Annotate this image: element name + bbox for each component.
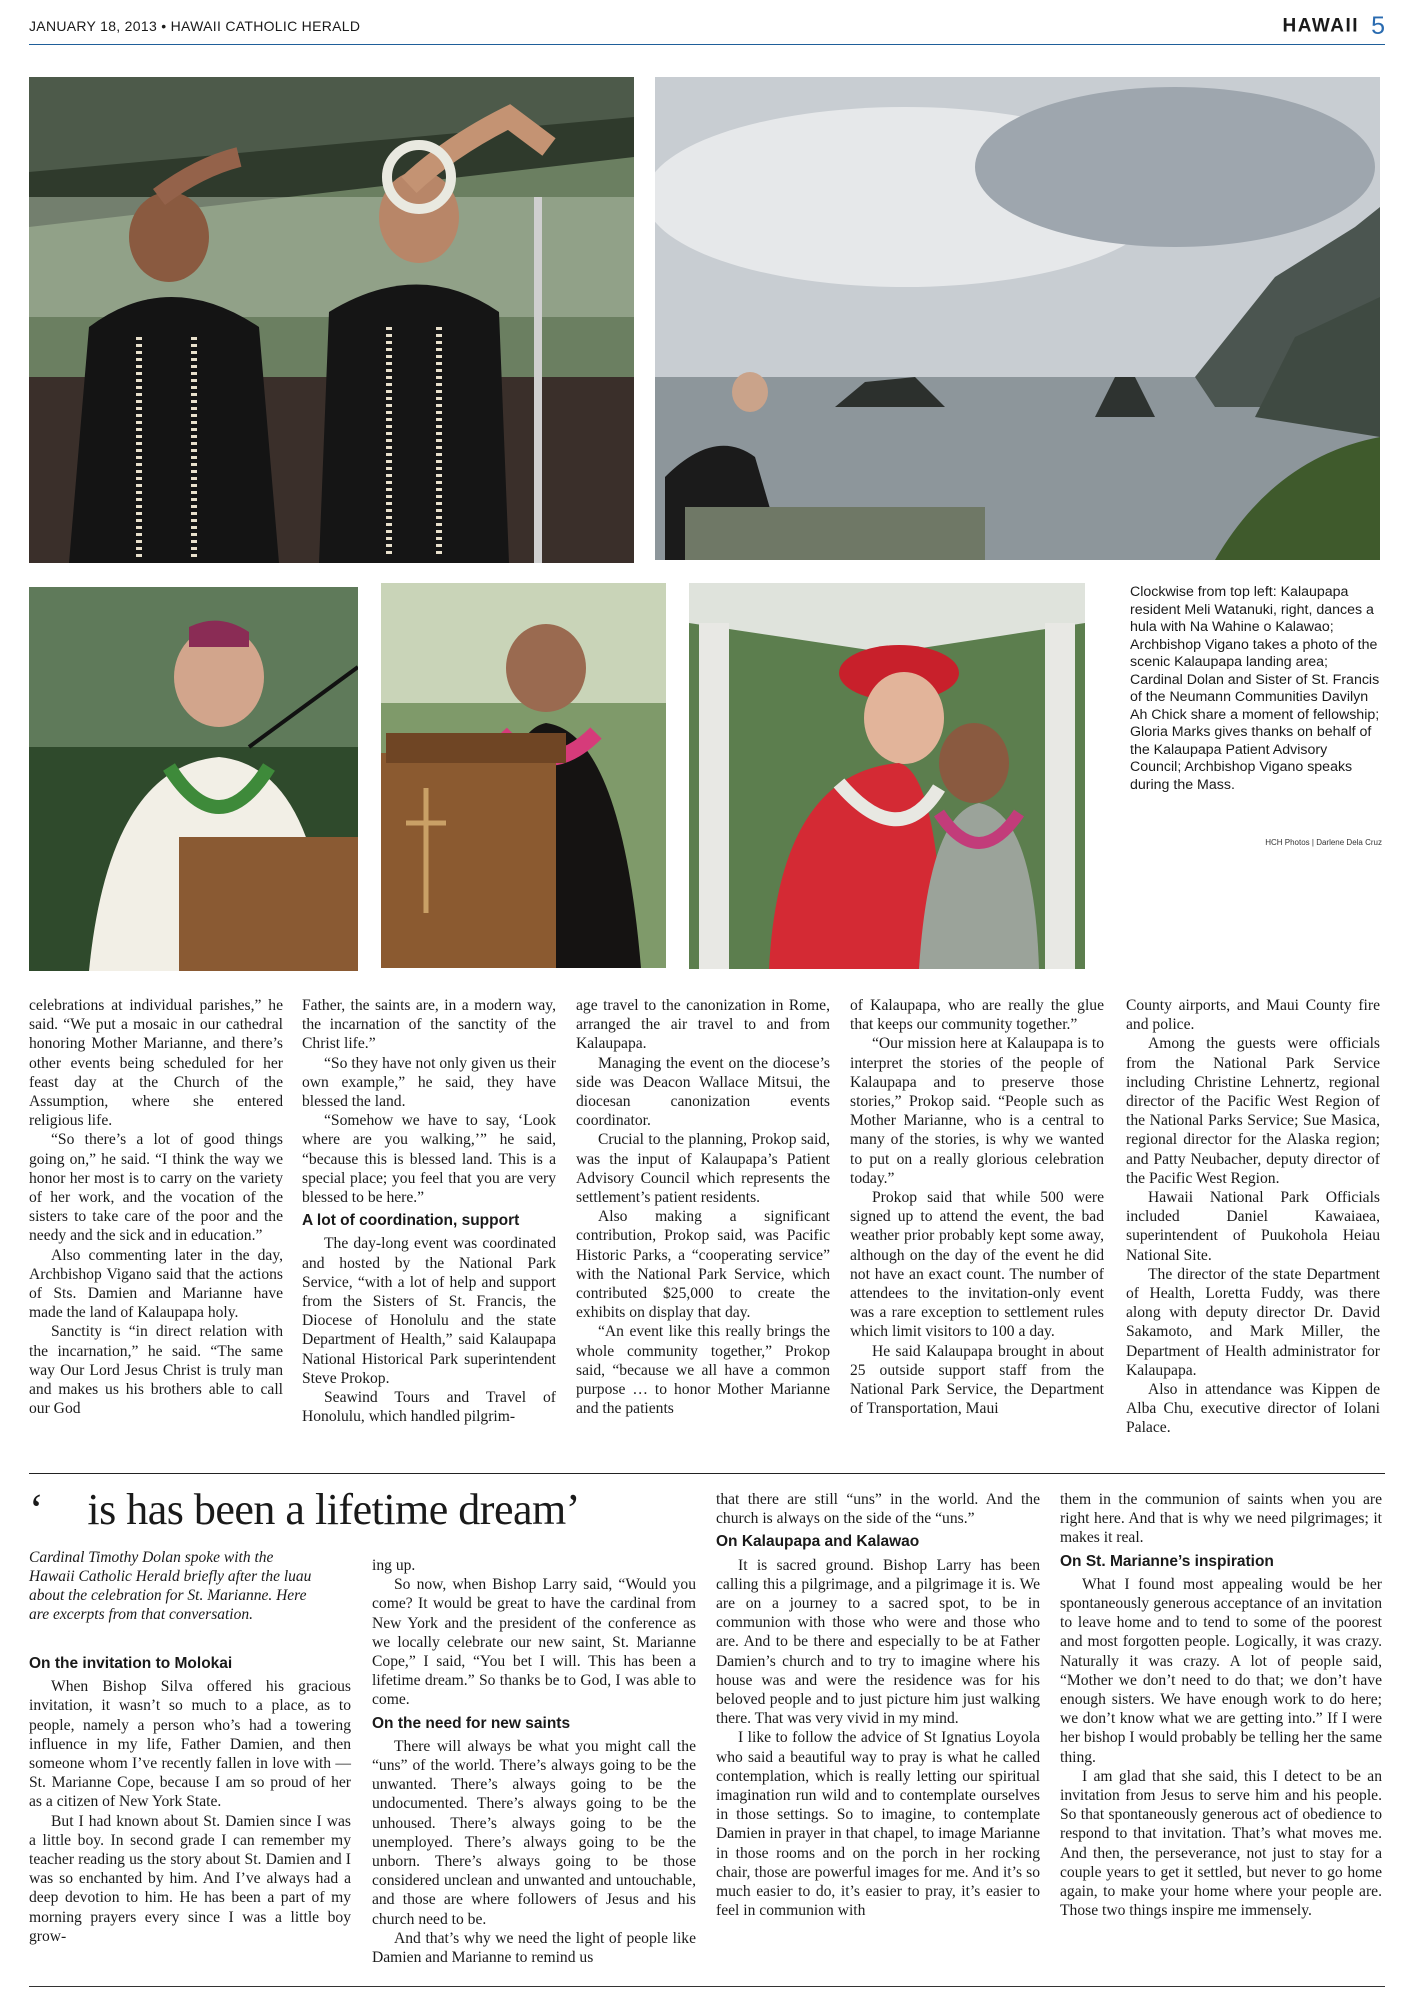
paragraph: What I found most appealing would be her spontaneously generous acceptance of an invitation to leave home and to tend to some of the poorest and most forgotten people. Logically, it was crazy. Naturally it was crazy. A lot of people said, “Mother we don’t need to do that; we don’t have enough sisters. We have enough work to do here; we don’t know what we are getting into.” If I were her bishop I would probably be telling her the same thing. (1060, 1575, 1382, 1766)
paragraph: Crucial to the planning, Prokop said, was the input of Kalaupapa’s Patient Advisory Council which represents the settlement’s patient residents. (576, 1131, 830, 1207)
story-column-4 (850, 996, 1104, 1418)
page-header (29, 14, 1385, 45)
photo-gloria-marks (381, 583, 666, 968)
paragraph: ing up. (372, 1557, 416, 1574)
paragraph: Seawind Tours and Travel of Honolulu, which handled pilgrim- (302, 1389, 556, 1426)
paragraph: Prokop said that while 500 were signed up to attend the event, the bad weather prior probably kept some away, although on the day of the event he did not have an exact count. The number of attendees to the invitation-only event was a rare exception to settlement rules which limit visitors to 100 a day. (850, 1189, 1104, 1341)
photo-credit: HCH Photos | Darlene Dela Cruz (1265, 838, 1382, 847)
section-name: HAWAII (1282, 15, 1360, 37)
paragraph: Hawaii National Park Officials included Daniel Kawaiaea, superintendent of Puukohola Heiau National Site. (1126, 1189, 1380, 1264)
section-divider (29, 1473, 1385, 1474)
issue-dateline: JANUARY 18, 2013 • HAWAII CATHOLIC HERALD (29, 18, 361, 34)
subhead-new-saints: On the need for new saints (372, 1714, 571, 1732)
paragraph: The director of the state Department of Health, Loretta Fuddy, was there along with deputy director Dr. David Sakamoto, and Mark Miller, the Department of Health administrator for Kalaupapa. (1126, 1265, 1380, 1379)
paragraph: that there are still “uns” in the world. And the church is always on the side of the “uns.” (716, 1491, 1040, 1528)
paragraph: But I had known about St. Damien since I was a little boy. In second grade I can remember my teacher reading us the story about St. Damien and I was so enchanted by him. And I’ve always had a deep devotion to him. He has been a part of my morning prayers every since I was a little boy grow- (29, 1812, 351, 1945)
interview-column-3 (716, 1490, 1040, 1920)
paragraph: There will always be what you might call the “uns” of the world. There’s always going to be the unwanted. There’s always going to be the undocumented. There’s always going to be the unhoused. There’s always going to be the unemployed. There’s always going to be the unborn. There’s always going to be those considered unclean and unwanted and untouchable, and those are where followers of Jesus and his church need to be. (372, 1737, 696, 1928)
paragraph: So now, when Bishop Larry said, “Would you come? It would be great to have the cardinal from New York and the president of the conference as we locally celebrate our new saint, St. Marianne Cope,” I said, “You bet I will. This has been a lifetime dream.” So thanks be to God, I was able to come. (372, 1576, 696, 1709)
paragraph: And that’s why we need the light of people like Damien and Marianne to remind us (372, 1929, 696, 1967)
paragraph: Also commenting later in the day, Archbishop Vigano said that the actions of Sts. Damien and Marianne have made the land of Kalaupapa holy. (29, 1246, 283, 1322)
paragraph: Also making a significant contribution, Prokop said, was Pacific Historic Parks, a “cooperating service” with the National Park Service, which contributed $25,000 to create the exhibits on display that day. (576, 1208, 830, 1322)
photo-archbishop-vigano (29, 587, 358, 971)
paragraph: The day-long event was coordinated and hosted by the National Park Service, “with a lot of help and support from the Sisters of St. Francis, the Diocese of Honolulu and the state Department of Health,” said Kalaupapa National Historical Park superintendent Steve Prokop. (302, 1235, 556, 1387)
paragraph: I like to follow the advice of St Ignatius Loyola who said a beautiful way to pray is what he called contemplation, which is really letting our spiritual imagination run wild and to contemplate ourselves in those settings. So to imagine, to contemplate Damien in prayer in that chapel, to image Marianne in those rooms and on the porch in her rocking chair, those are powerful images for me. And it’s so much easier to do, it’s easier to pray, it’s easier to feel in communion with (716, 1729, 1040, 1920)
paragraph: “An event like this really brings the whole community together,” Prokop said, “because we all have a common purpose … to honor Mother Marianne and the patients (576, 1323, 830, 1418)
photo-kalaupapa-landing (655, 77, 1380, 560)
paragraph: age travel to the canonization in Rome, arranged the air travel to and from Kalaupapa. (576, 997, 830, 1053)
story-column-3 (576, 996, 830, 1418)
paragraph: “Our mission here at Kalaupapa is to interpret the stories of the people of Kalaupapa and to preserve those stories,” Prokop said. “People such as Mother Marianne, who is a central to many of the stories, is why we wanted to put on a really glorious celebration today.” (850, 1035, 1104, 1187)
paragraph: “Somehow we have to say, ‘Look where are you walking,’” he said, “because this is blessed land. This is a special place; you feel that you are very blessed to be here.” (302, 1112, 556, 1207)
story-column-5 (1126, 996, 1380, 1438)
subhead-invitation: On the invitation to Molokai (29, 1655, 233, 1672)
paragraph: celebrations at individual parishes,” he said. “We put a mosaic in our cathedral honoring Mother Marianne, and there’s other events being scheduled for her feast day at the Church of the Assumption, where she entered religious life. (29, 997, 283, 1130)
paragraph: He said Kalaupapa brought in about 25 outside support staff from the National Park Service, the Department of Transportation, Maui (850, 1342, 1104, 1418)
interview-column-1 (29, 1650, 351, 1946)
photo-caption: Clockwise from top left: Kalaupapa resident Meli Watanuki, right, dances a hula with Na Wahine o Kalawao; Archbishop Vigano takes a photo of the scenic Kalaupapa landing area; Cardinal Dolan and Sister of St. Francis of the Neumann Communities Davilyn Ah Chick share a moment of fellowship; Gloria Marks gives thanks on behalf of the Kalaupapa Patient Advisory Council; Archbishop Vigano speaks during the Mass. (1130, 584, 1380, 793)
page-number: 5 (1371, 12, 1385, 40)
paragraph: Among the guests were officials from the National Park Service including Christine Lehnertz, regional director of the Pacific West Region of the National Parks Service; Sue Masica, regional director for the Alaska region; and Patty Neubacher, deputy director of the Pacific West Region. (1126, 1035, 1380, 1187)
interview-column-4 (1060, 1490, 1382, 1920)
story-column-2 (302, 996, 556, 1426)
photo-cardinal-dolan (689, 583, 1085, 969)
paragraph: Also in attendance was Kippen de Alba Chu, executive director of Iolani Palace. (1126, 1381, 1380, 1437)
paragraph: When Bishop Silva offered his gracious invitation, it wasn’t so much to a place, as to people, namely a person who’s had a towering influence in my life, Father Damien, and then someone whom I’ve recently fallen in love with — St. Marianne Cope, because I am so proud of her as a citizen of New York State. (29, 1678, 351, 1811)
photo-hula-dancers (29, 77, 634, 563)
paragraph: of Kalaupapa, who are really the glue that keeps our community together.” (850, 997, 1104, 1034)
subhead-coordination: A lot of coordination, support (302, 1212, 520, 1230)
paragraph: Managing the event on the diocese’s side was Deacon Wallace Mitsui, the diocesan canonization events coordinator. (576, 1054, 830, 1130)
paragraph: “So there’s a lot of good things going on,” he said. “I think the way we honor her most is to carry on the variety of her work, and the vocation of the sisters to take care of the poor and the needy and the sick and in education.” (29, 1131, 283, 1245)
subhead-kalaupapa: On Kalaupapa and Kalawao (716, 1533, 920, 1551)
paragraph: Father, the saints are, in a modern way, the incarnation of the sanctity of the Christ life.” (302, 997, 556, 1053)
paragraph: “So they have not only given us their own example,” he said, they have blessed the land. (302, 1054, 556, 1111)
interview-headline: ‘  is has been a lifetime dream’ (29, 1485, 580, 1534)
paragraph: I am glad that she said, this I detect to be an invitation from Jesus to serve him and his people. So that spontaneously generous act of obedience to respond to that invitation. That’s what moves me. And then, the perseverance, not just to stay for a couple years to get it settled, but never to go home again, to make your home where your people are. Those two things inspire me immensely. (1060, 1767, 1382, 1920)
section-label (1283, 12, 1385, 41)
interview-column-2 (372, 1556, 696, 1967)
bottom-rule (29, 1986, 1385, 1987)
subhead-marianne-inspiration: On St. Marianne’s inspiration (1060, 1552, 1274, 1570)
paragraph: County airports, and Maui County fire and police. (1126, 997, 1380, 1034)
paragraph: It is sacred ground. Bishop Larry has been calling this a pilgrimage, and a pilgrimage it is. We are on a journey to a sacred spot, to be in communion with those who were and those who are. And to be there and especially to be at Father Damien’s church and to try to imagine where his house was and were the residence was for his beloved people and to just picture him just walking there. That was very vivid in my mind. (716, 1556, 1040, 1728)
paragraph: them in the communion of saints when you are right here. And that is why we need pilgrimages; it makes it real. (1060, 1491, 1382, 1547)
paragraph: Sanctity is “in direct relation with the incarnation,” he said. “The same way Our Lord Jesus Christ is truly man and makes us his brothers able to call our God (29, 1323, 283, 1418)
story-column-1 (29, 996, 283, 1418)
interview-deck: Cardinal Timothy Dolan spoke with the Hawaii Catholic Herald briefly after the luau about the celebration for St. Marianne. Here are excerpts from that conversation. (29, 1549, 312, 1623)
